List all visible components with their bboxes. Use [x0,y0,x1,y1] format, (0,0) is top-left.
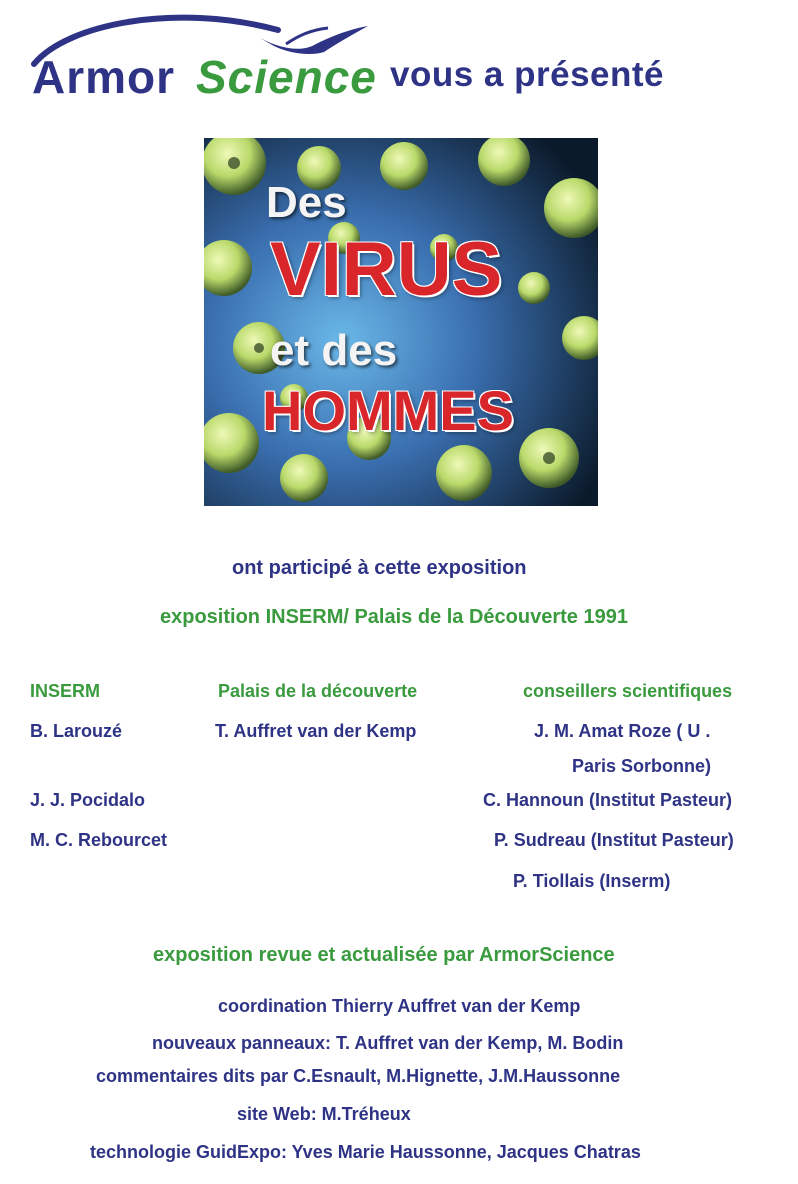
participants-heading: ont participé à cette exposition [232,557,527,579]
scientific-advisor: P. Sudreau (Institut Pasteur) [494,830,734,850]
poster-title-des: Des [266,178,347,227]
coordination-credit: coordination Thierry Auffret van der Kemp [218,996,581,1016]
palais-heading: Palais de la découverte [218,681,418,701]
inserm-member: J. J. Pocidalo [30,790,146,810]
palais-member: T. Auffret van der Kemp [215,721,417,741]
conseillers-heading: conseillers scientifiques [523,681,733,701]
poster-title-hommes: HOMMES [262,379,514,442]
exhibition-title: exposition INSERM/ Palais de la Découverte 1991 [160,606,628,628]
panels-credit: nouveaux panneaux: T. Auffret van der Kemp, M. Bodin [152,1033,624,1053]
technology-credit: technologie GuidExpo: Yves Marie Haussonne, Jacques Chatras [90,1142,641,1162]
inserm-member: B. Larouzé [30,721,123,741]
website-credit: site Web: M.Tréheux [237,1104,411,1124]
poster-title-virus: VIRUS [270,227,503,312]
scientific-advisor-affiliation: Paris Sorbonne) [572,756,712,776]
logo-text-armor: Armor [32,51,176,103]
virus-background-illustration [204,138,598,506]
inserm-member: M. C. Rebourcet [30,830,168,850]
tagline: vous a présenté [390,55,664,94]
logo-text-science: Science [196,51,377,103]
revision-heading: exposition revue et actualisée par ArmorScience [153,944,615,966]
comments-credit: commentaires dits par C.Esnault, M.Hignette, J.M.Haussonne [96,1066,621,1086]
scientific-advisor: C. Hannoun (Institut Pasteur) [483,790,732,810]
scientific-advisor: P. Tiollais (Inserm) [513,871,671,891]
armorscience-logo [28,8,378,103]
inserm-heading: INSERM [30,681,101,701]
poster-image [204,138,598,506]
scientific-advisor: J. M. Amat Roze ( U . [534,721,711,741]
poster-title-et-des: et des [270,326,398,375]
